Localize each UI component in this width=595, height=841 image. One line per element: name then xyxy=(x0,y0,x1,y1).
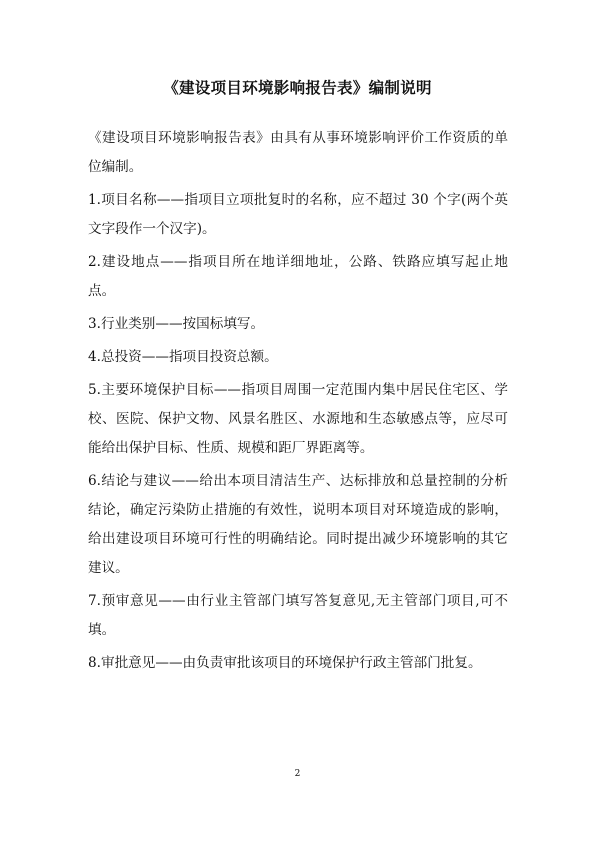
item-construction-site: 2.建设地点——指项目所在地详细地址，公路、铁路应填写起止地点。 xyxy=(88,254,508,299)
item-protection-targets: 5.主要环境保护目标——指项目周围一定范围内集中居民住宅区、学校、医院、保护文物、风景名胜区、水源地和生态敏感点等，应尽可能给出保护目标、性质、规模和距厂界距离等。 xyxy=(88,382,508,456)
document-title: 《建设项目环境影响报告表》编制说明 xyxy=(163,78,432,97)
page-number: 2 xyxy=(294,769,301,779)
item-total-investment: 4.总投资——指项目投资总额。 xyxy=(88,349,278,365)
intro-paragraph: 《建设项目环境影响报告表》由具有从事环境影响评价工作资质的单位编制。 xyxy=(88,130,508,175)
item-industry-category: 3.行业类别——按国标填写。 xyxy=(88,316,265,332)
item-conclusions: 6.结论与建议——给出本项目清洁生产、达标排放和总量控制的分析结论，确定污染防止措施的有效性，说明本项目对环境造成的影响，给出建设项目环境可行性的明确结论。同时提出减少环境影响的其它建议。 xyxy=(88,473,508,576)
item-pre-review-opinion: 7.预审意见——由行业主管部门填写答复意见,无主管部门项目,可不填。 xyxy=(88,593,508,638)
item-approval-opinion: 8.审批意见——由负责审批该项目的环境保护行政主管部门批复。 xyxy=(88,655,482,671)
document-body xyxy=(88,124,508,682)
item-project-name: 1.项目名称——指项目立项批复时的名称，应不超过 30 个字(两个英文字段作一个汉字)。 xyxy=(88,192,508,237)
